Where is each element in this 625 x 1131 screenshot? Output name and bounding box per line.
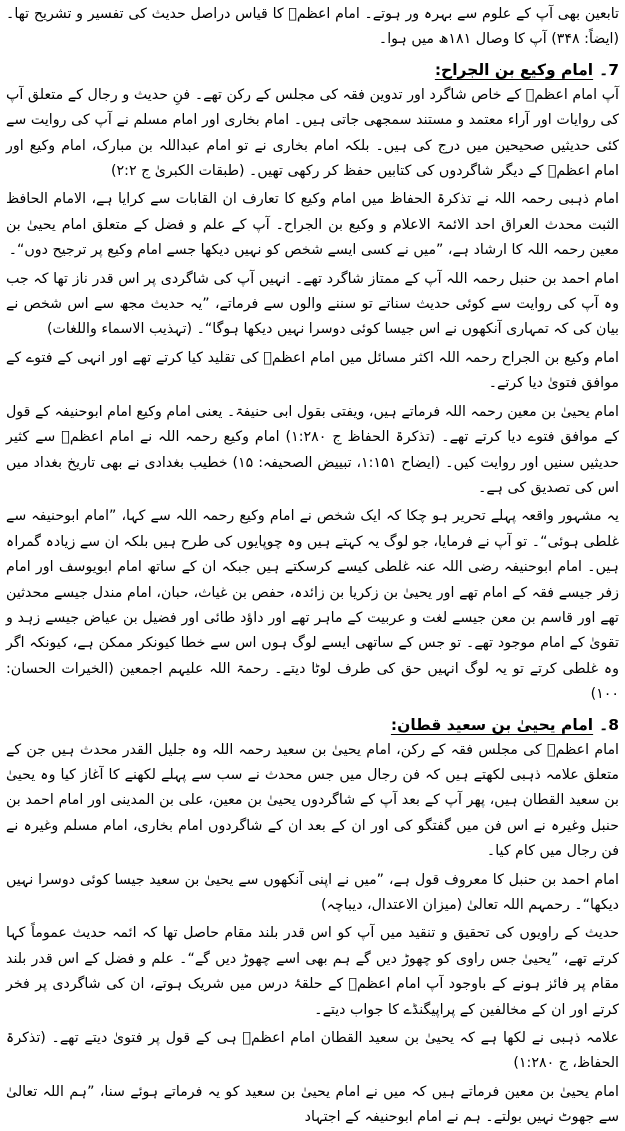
section-8-paragraph: حدیث کے راویوں کی تحقیق و تنقید میں آپ کو اس قدر بلند مقام حاصل تھا کہ ائمہ حدیث عموماً کہا کرتے تھے، ”یحییٰ جس راوی کو چھوڑ دیں گے ہم بھی اسے چھوڑ دیں گے“۔ علم و فضل کے اس قدر بلند مقام پر فائز ہونے کے باوجود آپ امام اعظمؒ کے حلقۂ درس میں شریک ہوتے، ان کی شاگردی پر فخر کرتے اور ان کے مخالفین کے پراپیگنڈے کا جواب دیتے۔ xyxy=(6,925,619,1018)
intro-paragraph: تابعین بھی آپ کے علوم سے بہرہ ور ہوتے۔ امام اعظمؒ کا قیاس دراصل حدیث کی تفسیر و تشریح تھا۔ (ایضاً: ۳۴۸) آپ کا وصال ۱۸۱ھ میں ہوا۔ xyxy=(6,6,619,48)
section-8-paragraph: امام یحییٰ بن معین فرماتے ہیں کہ میں نے امام یحییٰ بن سعید کو یہ فرماتے ہوئے سنا، ”ہم اللہ تعالیٰ سے جھوٹ نہیں بولتے۔ ہم نے امام ابوحنیفہ کے اجتہاد xyxy=(6,1083,619,1126)
section-7-paragraph: امام وکیع بن الجراح رحمہ اللہ اکثر مسائل میں امام اعظمؒ کی تقلید کیا کرتے تھے اور انہی کے فتوے کے موافق فتویٰ دیا کرتے۔ xyxy=(6,349,619,392)
section-7-paragraph: آپ امام اعظمؒ کے خاص شاگرد اور تدوین فقہ کی مجلس کے رکن تھے۔ فنِ حدیث و رجال کے متعلق آپ کی روایات اور آراء معتمد و مستند سمجھی جاتی ہیں۔ امام بخاری اور امام مسلم نے آپ کی روایت سے کئی حدیثیں صحیحین میں درج کی ہیں۔ بلکہ امام بخاری نے تو امام عبداللہ بن مبارک، امام وکیع اور امام اعظمؒ کے دیگر شاگردوں کی کتابیں حفظ کر رکھی تھیں۔ (طبقات الکبریٰ ج ۲:۲) xyxy=(6,86,619,180)
section-8-paragraph: امام اعظمؒ کی مجلس فقہ کے رکن، امام یحییٰ بن سعید رحمہ اللہ وہ جلیل القدر محدث ہیں جن کے متعلق علامہ ذہبی لکھتے ہیں کہ فن رجال میں جس محدث نے سب سے پہلے لکھنے کا آغاز کیا وہ یحییٰ بن سعید القطان ہیں، پھر آپ کے بعد آپ کے شاگردوں یحییٰ بن معین، علی بن المدینی اور امام احمد بن حنبل وغیرہ نے اس فن میں گفتگو کی اور ان کے بعد ان کے شاگردوں امام بخاری، امام مسلم وغیرہ نے فن رجال میں کام کیا۔ xyxy=(6,741,619,860)
section-7-number: 7۔ xyxy=(599,60,619,79)
section-8-paragraph: علامہ ذہبی نے لکھا ہے کہ یحییٰ بن سعید القطان امام اعظمؒ ہی کے قول پر فتویٰ دیتے تھے۔ (تذکرۃ الحفاظ، ج ۱:۲۸۰) xyxy=(6,1030,619,1072)
section-8-number: 8۔ xyxy=(599,715,619,734)
section-8-heading xyxy=(6,712,619,738)
section-7-paragraph: امام یحییٰ بن معین رحمہ اللہ فرماتے ہیں، ویفتی بقول ابی حنیفۃ۔ یعنی امام وکیع امام ابوحنیفہ کے قول کے موافق فتوے دیا کرتے تھے۔ (تذکرۃ الحفاظ ج ۱:۲۸۰) امام وکیع رحمہ اللہ نے امام اعظمؒ سے کثیر حدیثیں سنیں اور روایت کیں۔ (ایضاح ۱:۱۵۱، تبییض الصحیفہ: ۱۵) خطیب بغدادی نے بھی تاریخ بغداد میں اس کی تصدیق کی ہے۔ xyxy=(6,403,619,496)
section-7-paragraph: یہ مشہور واقعہ پہلے تحریر ہو چکا کہ ایک شخص نے امام وکیع رحمہ اللہ سے کہا، ”امام ابوحنیفہ سے غلطی ہوئی“۔ تو آپ نے فرمایا، جو لوگ یہ کہتے ہیں وہ چوپایوں کی طرح ہیں بلکہ ان سے زیادہ گمراہ ہیں۔ امام ابوحنیفہ رضی اللہ عنہ غلطی کیسے کرسکتے ہیں جبکہ ان کے ساتھ امام ابویوسف اور امام زفر جیسے فقہ کے امام تھے اور یحییٰ بن زکریا بن زائدہ، حفص بن غیاث، حبان، امام مندل جیسے محدثین تھے اور قاسم بن معن جیسے لغت و عربیت کے ماہر تھے اور داؤد طائی اور فضیل بن عیاض جیسے زہد و تقویٰ کے امام موجود تھے۔ تو جس کے ساتھی ایسے لوگ ہوں اس سے خطا کیونکر ممکن ہے، کیونکہ اگر وہ غلطی کرتے تو یہ لوگ انہیں حق کی طرف لوٹا دیتے۔ رحمۃ اللہ علیہم اجمعین (الخیرات الحسان: ۱۰۰) xyxy=(6,508,619,703)
section-7-paragraph: امام احمد بن حنبل رحمہ اللہ آپ کے ممتاز شاگرد تھے۔ انہیں آپ کی شاگردی پر اس قدر ناز تھا کہ جب وہ آپ کی روایت سے کوئی حدیث سناتے تو سننے والوں سے فرماتے، ”یہ حدیث مجھ سے اس شخص نے بیان کی کہ تمہاری آنکھوں نے اس جیسا کوئی دوسرا نہیں دیکھا ہوگا“۔ (تہذیب الاسماء واللغات) xyxy=(6,270,619,338)
section-7-paragraph: امام ذہبی رحمہ اللہ نے تذکرۃ الحفاظ میں امام وکیع کا تعارف ان القابات سے کرایا ہے، الامام الحافظ الثبت محدث العراق احد الائمۃ الاعلام و وکیع بن الجراح۔ آپ کے علم و فضل کے متعلق امام یحییٰ بن معین رحمہ اللہ کا ارشاد ہے، ”میں نے کسی ایسے شخص کو نہیں دیکھا جسے امام وکیع پر ترجیح دوں“۔ xyxy=(6,191,619,259)
section-7-title: امام وکیع بن الجراح: xyxy=(434,60,594,79)
section-7-heading xyxy=(6,57,619,83)
section-8-paragraph: امام احمد بن حنبل کا معروف قول ہے، ”میں نے اپنی آنکھوں سے یحییٰ بن سعید جیسا کوئی دوسرا نہیں دیکھا“۔ رحمہم اللہ تعالیٰ (میزان الاعتدال، دیباچہ) xyxy=(6,871,619,913)
section-8-title: امام یحییٰ بن سعید قطان: xyxy=(390,715,594,734)
